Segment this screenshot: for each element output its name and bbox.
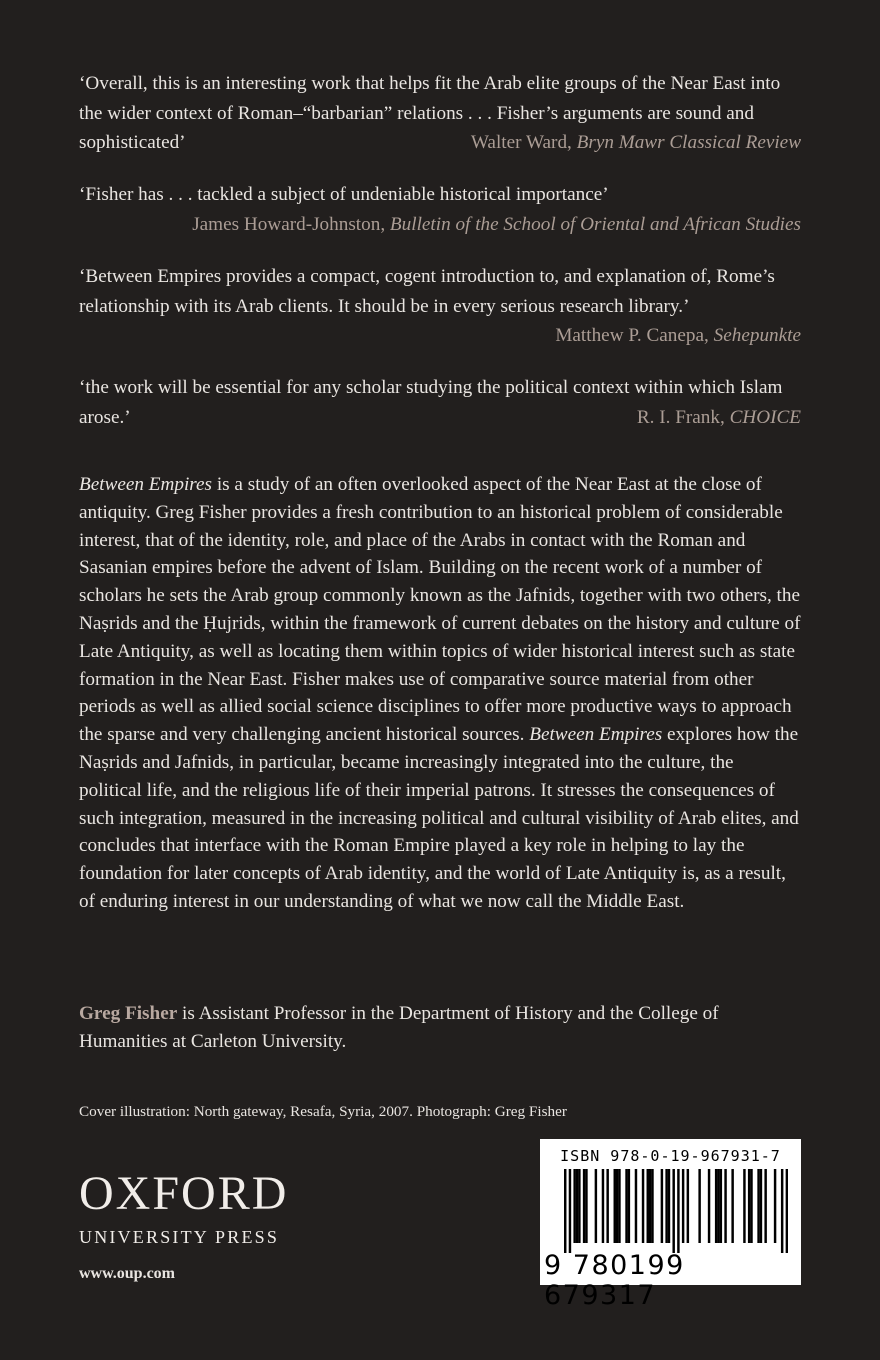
quote-author: R. I. Frank, [636,406,725,428]
barcode-bar [649,1169,651,1243]
barcode-bar [760,1169,762,1243]
barcode-bar [748,1169,750,1243]
quote-author: Walter Ward, [470,132,572,153]
barcode-bar [628,1169,630,1243]
barcode-bar [682,1169,684,1243]
quote-text: ‘Fisher has . . . tackled a subject of undeniable historical importance’ [79,184,609,205]
review-quote-1 [79,69,801,158]
author-bio [79,1000,801,1056]
barcode-bar [781,1169,783,1253]
author-bio-text: is Assistant Professor in the Department of History and the College of Humanities at Carleton University. [79,1003,719,1052]
barcode-bar [743,1169,745,1243]
quote-source: Bulletin of the School of Oriental and African Studies [389,213,801,235]
quote-source: Bryn Mawr Classical Review [576,132,801,153]
barcode-bar [635,1169,637,1243]
review-quote-4 [79,373,801,432]
barcode-bar [724,1169,726,1243]
quote-attribution [79,128,801,158]
barcode-bar [595,1169,597,1243]
barcode-bar [602,1169,604,1243]
barcode-bar [569,1169,571,1253]
book-title: Between Empires [79,474,213,495]
barcode-bar [668,1169,670,1243]
barcode-bar [647,1169,649,1243]
barcode-bar [757,1169,759,1243]
quote-source: Sehepunkte [713,325,801,346]
barcode-bar [786,1169,788,1253]
barcode-bar [698,1169,700,1243]
description-part-1: is a study of an often overlooked aspect of the Near East at the close of antiquity. Greg Fisher provides a fresh contribution to an historical problem of considerable interest, that of the identity, role, and place of the Arabs in contact with the Roman and Sasanian empires before the advent of Islam. Building on the recent work of a number of scholars he sets the Arab group commonly known as the Jafnids, together with two others, the Naṣrids and the Ḥujrids, within the framework of current debates on the history and culture of Late Antiquity, as well as locating them within topics of wider historical interest such as state formation in the Near East. Fisher makes use of comparative source material from other periods as well as allied social science disciplines to offer more productive ways to approach the sparse and very challenging ancient historical sources. [79,474,801,746]
barcode-bar [585,1169,587,1243]
barcode-bar [750,1169,752,1243]
quote-text: ‘Overall, this is an interesting work that helps fit the Arab elite groups of the Near East into the wider context of Roman–“barbarian” relations . . . Fisher’s arguments are sound and sophisticated’ [79,73,781,153]
barcode-bar [616,1169,618,1243]
barcode-bar [606,1169,608,1243]
quote-author: James Howard-Johnston, [192,213,386,235]
quote-text: ‘Between Empires provides a compact, cogent introduction to, and explanation of, Rome’s relationship with its Arab clients. It should be in every serious research library.’ [79,266,775,317]
review-quote-3 [79,262,801,351]
barcode-bar [564,1169,566,1253]
barcode-bar [708,1169,710,1243]
isbn-barcode [540,1139,801,1311]
isbn-label: ISBN 978-0-19-967931-7 [560,1147,781,1165]
quote-text: ‘the work will be essential for any scholar studying the political context within which Islam arose.’ [79,377,783,428]
quote-author: Matthew P. Canepa, [555,325,709,346]
author-name: Greg Fisher [79,1003,178,1024]
barcode-bar [651,1169,653,1243]
barcode-bar [672,1169,674,1253]
quote-attribution [79,210,801,240]
barcode-bar [764,1169,766,1243]
barcode-bar [731,1169,733,1243]
publisher-subname: UNIVERSITY PRESS [79,1227,280,1247]
publisher-logo [79,1167,289,1248]
publisher-name: OXFORD [79,1167,289,1220]
quote-source: CHOICE [729,406,801,428]
barcode-bar [618,1169,620,1243]
barcode-bar [576,1169,578,1243]
barcode-bar [642,1169,644,1243]
publisher-url: www.oup.com [79,1265,176,1282]
barcode-bar [661,1169,663,1243]
isbn-digits: 9 780199 679317 [544,1250,685,1311]
book-description [79,471,801,916]
barcode-bar [573,1169,575,1243]
barcode-bar [677,1169,679,1253]
barcode-bars [564,1169,788,1253]
description-part-2: explores how the Naṣrids and Jafnids, in particular, became increasingly integrated into the culture, the political life, and the religious life of their imperial patrons. It stresses the consequences of such integration, measured in the increasing political and cultural visibility of Arab elites, and concludes that interface with the Roman Empire played a key role in helping to lay the foundation for later concepts of Arab identity, and the world of Late Antiquity is, as a result, of enduring interest in our understanding of what we now call the Middle East. [79,724,799,912]
cover-credit: Cover illustration: North gateway, Resafa, Syria, 2007. Photograph: Greg Fisher [79,1103,567,1120]
barcode-bar [774,1169,776,1243]
review-quote-2 [79,180,801,239]
quote-attribution [79,403,801,433]
barcode-bar [717,1169,719,1243]
barcode-bar [614,1169,616,1243]
book-title: Between Empires [529,724,663,746]
barcode-bar [687,1169,689,1243]
barcode-bar [720,1169,722,1243]
barcode-bar [578,1169,580,1243]
barcode-bar [665,1169,667,1243]
barcode-bar [625,1169,627,1243]
quote-attribution [79,321,801,351]
barcode-bar [715,1169,717,1243]
barcode-bar [583,1169,585,1243]
